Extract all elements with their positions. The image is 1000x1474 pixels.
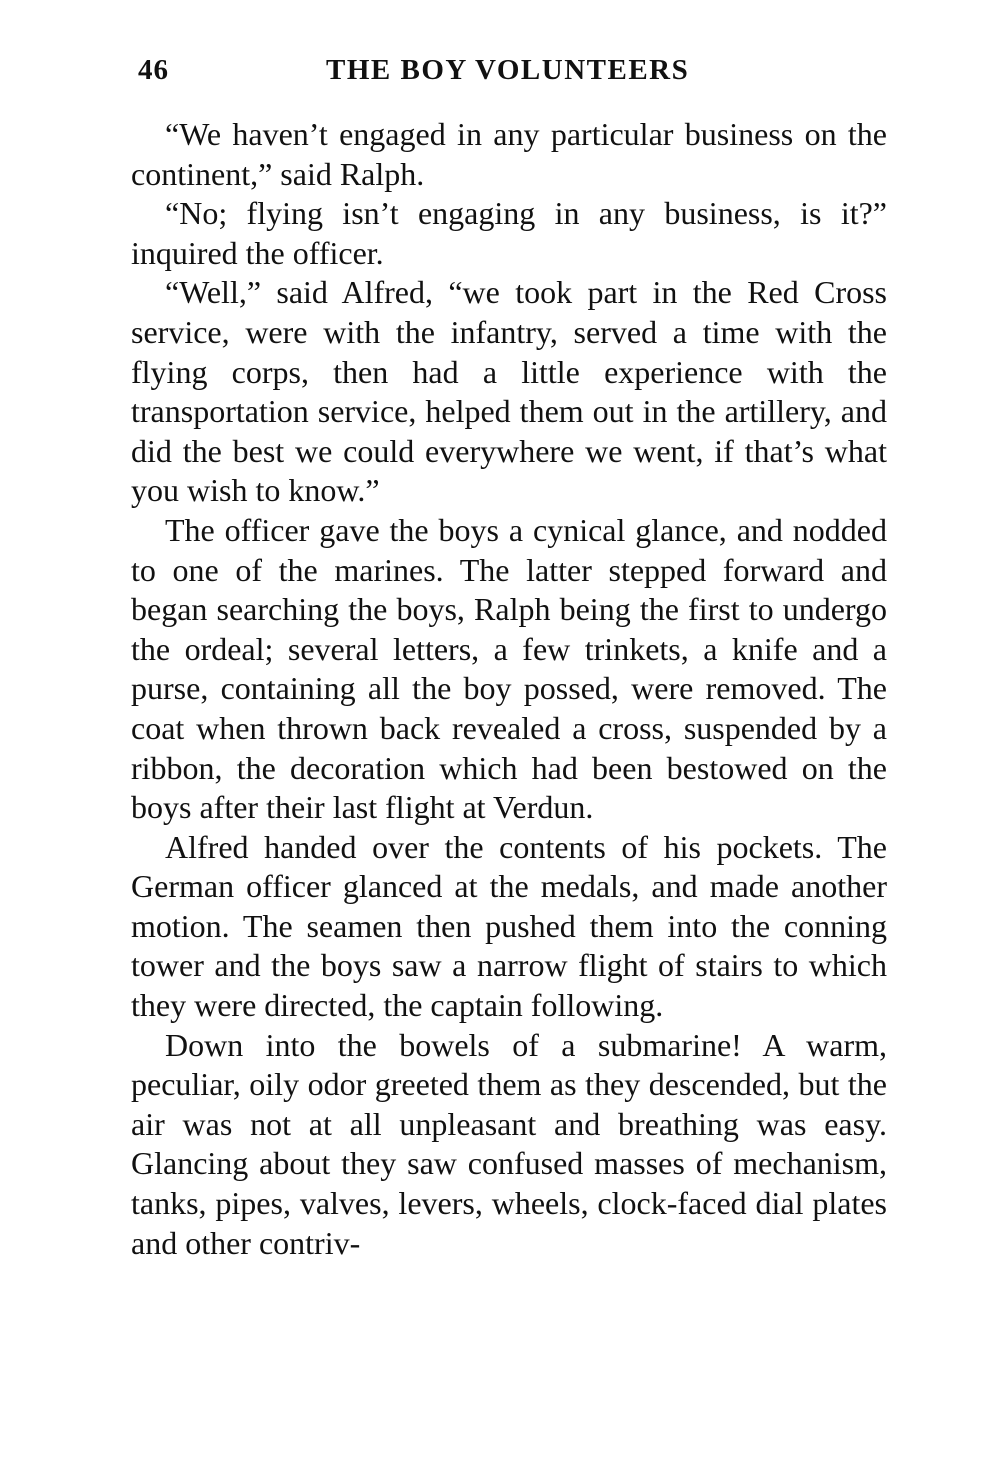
paragraph: “No; flying isn’t engaging in any business, is it?” inquired the officer. bbox=[131, 195, 887, 271]
paragraph: The officer gave the boys a cynical glance, and nodded to one of the marines. The latter stepped forward and began searching the boys, Ralph being the first to undergo the ordeal; several letters, a few trinkets, a knife and a purse, containing all the boy possed, were removed. The coat when thrown back revealed a cross, suspended by a ribbon, the decoration which had been bestowed on the boys after their last flight at Verdun. bbox=[131, 511, 887, 826]
paragraph: “Well,” said Alfred, “we took part in the Red Cross service, were with the infantry, served a time with the flying corps, then had a little experience with the transportation service, helped them out in the artillery, and did the best we could everywhere we went, if that’s what you wish to know.” bbox=[131, 274, 887, 509]
paragraph: Down into the bowels of a submarine! A warm, peculiar, oily odor greeted them as they descended, but the air was not at all unpleasant and breathing was easy. Glancing about they saw confused masses of mechanism, tanks, pipes, valves, levers, wheels, clock-faced dial plates and other contriv- bbox=[131, 1026, 887, 1261]
body-text bbox=[131, 115, 887, 1263]
paragraph: Alfred handed over the contents of his pockets. The German officer glanced at the medals, and made another motion. The seamen then pushed them into the conning tower and the boys saw a narrow flight of stairs to which they were directed, the captain following. bbox=[131, 828, 887, 1024]
page-number: 46 bbox=[138, 54, 169, 86]
paragraph: “We haven’t engaged in any particular business on the continent,” said Ralph. bbox=[131, 116, 887, 192]
running-head: THE BOY VOLUNTEERS bbox=[326, 54, 690, 86]
page-header bbox=[138, 54, 898, 94]
